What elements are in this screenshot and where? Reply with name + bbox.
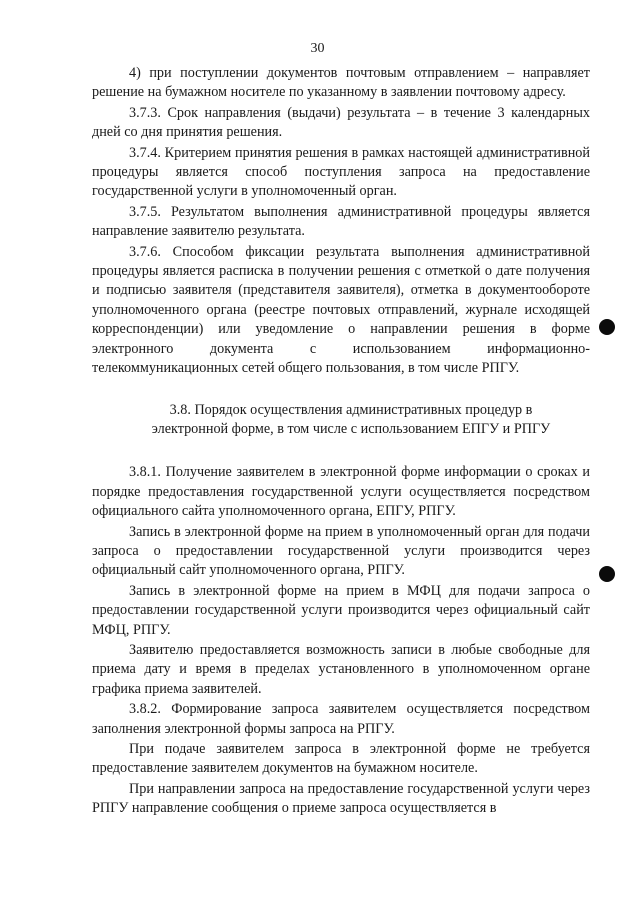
paragraph-3-7-4: 3.7.4. Критерием принятия решения в рамках настоящей административной процедуры является способ поступления запроса на предоставление государственной услуги в уполномоченный орган.: [92, 144, 590, 200]
paragraph-3-8-1: 3.8.1. Получение заявителем в электронной форме информации о сроках и порядке предоставления государственной услуги осуществляется посредством официального сайта уполномоченного органа, ЕПГУ, РПГУ.: [92, 464, 590, 520]
section-heading-line-1: 3.8. Порядок осуществления административных процедур в: [169, 401, 533, 418]
paragraph-appointment-time: Заявителю предоставляется возможность записи в любые свободные для приема дату и время в пределах установленного в уполномоченном органе графика приема заявителей.: [92, 641, 590, 697]
paragraph-no-paper-docs: При подаче заявителем запроса в электронной форме не требуется предоставление заявителем документов на бумажном носителе.: [92, 741, 590, 777]
binder-hole-mark: [599, 319, 615, 335]
paragraph-rpgu-message: При направлении запроса на предоставление государственной услуги через РПГУ направление сообщения о приеме запроса осуществляется в: [92, 780, 590, 817]
document-body: [92, 64, 590, 819]
paragraph-3-8-2: 3.8.2. Формирование запроса заявителем осуществляется посредством заполнения электронной формы запроса на РПГУ.: [92, 701, 590, 737]
page-number: 30: [310, 41, 325, 56]
paragraph-4-postal: 4) при поступлении документов почтовым отправлением – направляет решение на бумажном носителе по указанному в заявлении почтовому адресу.: [92, 65, 590, 101]
paragraph-3-7-5: 3.7.5. Результатом выполнения административной процедуры является направление заявителю результата.: [92, 203, 590, 240]
paragraph-3-7-6: 3.7.6. Способом фиксации результата выполнения административной процедуры является расписка в получении решения с отметкой о дате получения и подписью заявителя (представителя заявителя), отметка в документообороте уполномоченного органа (реестре почтовых отправлений, журнале исходящей корреспонденции) или уведомление о направлении решения в форме электронного документа с использованием информационно-телекоммуникационных сетей общего пользования, в том числе РПГУ.: [92, 243, 590, 377]
paragraph-appointment-mfc: Запись в электронной форме на прием в МФЦ для подачи запроса о предоставлении государственной услуги производится через официальный сайт МФЦ, РПГУ.: [92, 582, 590, 638]
section-heading-3-8: [92, 401, 590, 440]
paragraph-3-7-3: 3.7.3. Срок направления (выдачи) результата – в течение 3 календарных дней со дня принятия решения.: [92, 104, 590, 141]
binder-hole-mark: [599, 566, 615, 582]
section-heading-line-2: электронной форме, в том числе с использованием ЕПГУ и РПГУ: [151, 420, 551, 437]
paragraph-appointment-authority: Запись в электронной форме на прием в уполномоченный орган для подачи запроса о предоставлении государственной услуги производится через официальный сайт уполномоченного органа, РПГУ.: [92, 523, 590, 579]
